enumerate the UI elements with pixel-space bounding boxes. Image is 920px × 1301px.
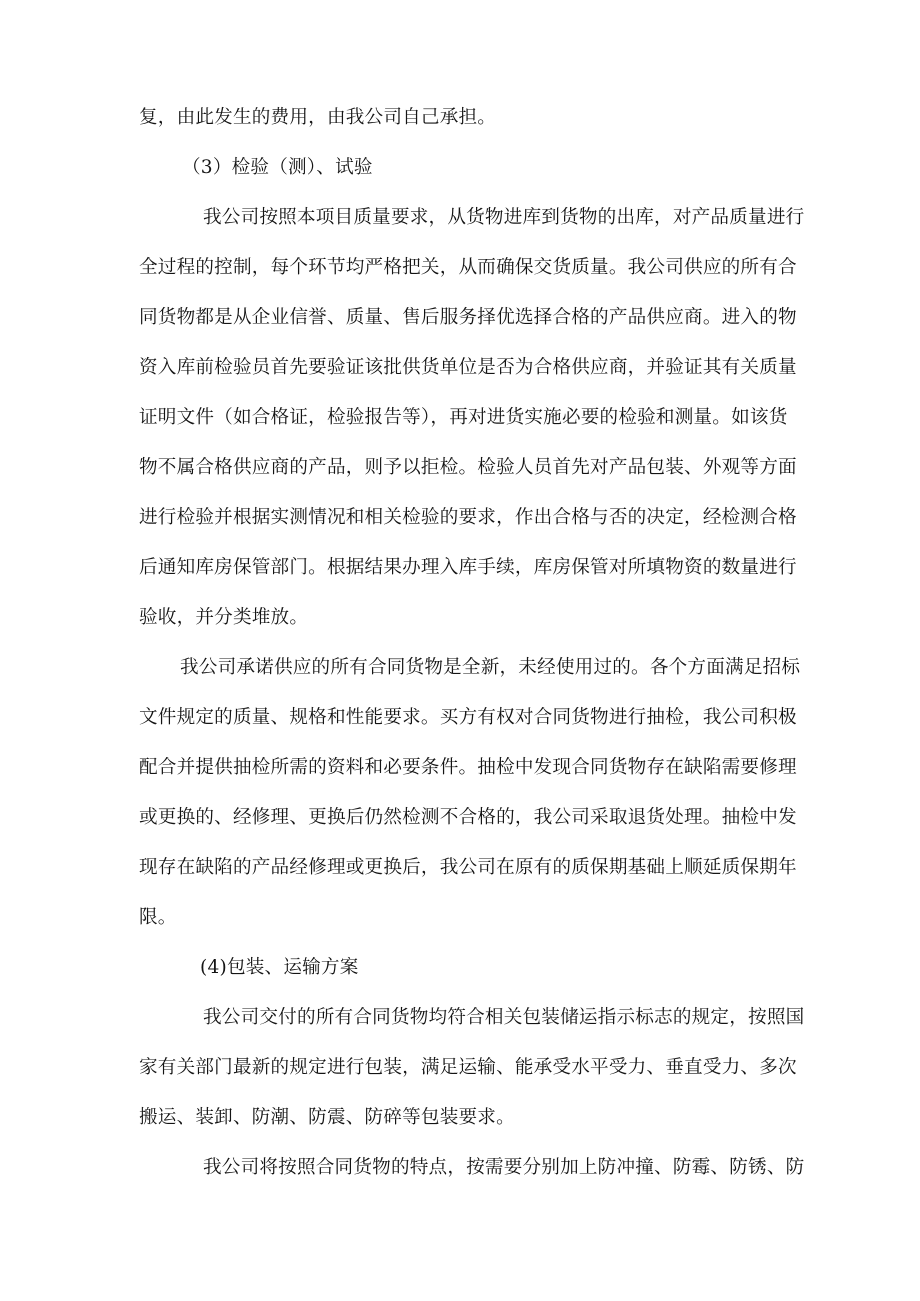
text-line: 物不属合格供应商的产品，则予以拒检。检验人员首先对产品包装、外观等方面: [139, 457, 797, 478]
text-line: 证明文件（如合格证，检验报告等），再对进货实施必要的检验和测量。如该货: [139, 407, 788, 428]
text-line: 进行检验并根据实测情况和相关检验的要求，作出合格与否的决定，经检测合格: [139, 507, 797, 528]
text-line: 同货物都是从企业信誉、质量、售后服务择优选择合格的产品供应商。进入的物: [139, 307, 797, 328]
text-line: 全过程的控制，每个环节均严格把关，从而确保交货质量。我公司供应的所有合: [139, 257, 797, 278]
text-line: 家有关部门最新的规定进行包装，满足运输、能承受水平受力、垂直受力、多次: [139, 1057, 797, 1078]
text-line: 文件规定的质量、规格和性能要求。买方有权对合同货物进行抽检，我公司积极: [139, 707, 797, 728]
section-heading: （3）检验（测）、试验: [182, 157, 373, 178]
text-line: 配合并提供抽检所需的资料和必要条件。抽检中发现合同货物存在缺陷需要修理: [139, 757, 797, 778]
text-line: 后通知库房保管部门。根据结果办理入库手续，库房保管对所填物资的数量进行: [139, 557, 797, 578]
text-line: 限。: [139, 907, 177, 928]
text-line: 我公司承诺供应的所有合同货物是全新，未经使用过的。各个方面满足招标: [180, 657, 801, 678]
text-line: 我公司将按照合同货物的特点，按需要分别加上防冲撞、防霉、防锈、防: [203, 1157, 805, 1178]
text-line: 验收，并分类堆放。: [139, 607, 309, 628]
text-line: 或更换的、经修理、更换后仍然检测不合格的，我公司采取退货处理。抽检中发: [139, 807, 797, 828]
text-line: 复，由此发生的费用，由我公司自己承担。: [139, 107, 497, 128]
text-line: 资入库前检验员首先要验证该批供货单位是否为合格供应商，并验证其有关质量: [139, 357, 797, 378]
text-line: 我公司按照本项目质量要求，从货物进库到货物的出库，对产品质量进行: [203, 207, 805, 228]
text-line: 我公司交付的所有合同货物均符合相关包装储运指示标志的规定，按照国: [203, 1007, 805, 1028]
section-heading: (4)包装、运输方案: [200, 957, 359, 978]
text-line: 搬运、装卸、防潮、防震、防碎等包装要求。: [139, 1107, 515, 1128]
text-line: 现存在缺陷的产品经修理或更换后，我公司在原有的质保期基础上顺延质保期年: [139, 857, 797, 878]
